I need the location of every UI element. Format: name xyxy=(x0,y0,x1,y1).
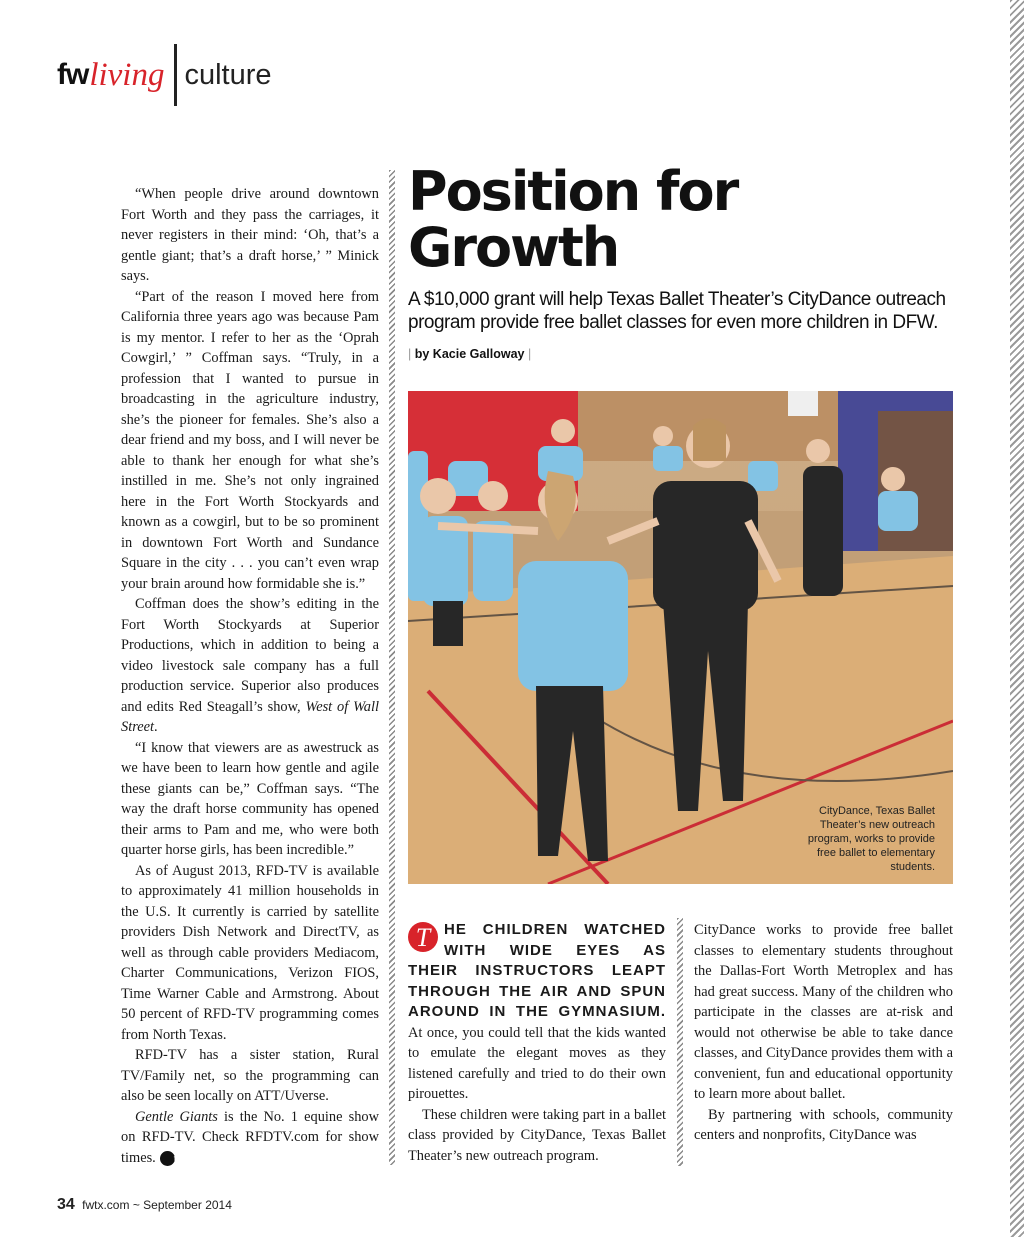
section-masthead xyxy=(57,44,272,106)
masthead-section: culture xyxy=(184,58,272,91)
middle-column xyxy=(408,920,666,1166)
column-divider xyxy=(677,918,683,1166)
paragraph: “Part of the reason I moved here from California three years ago was because Pam is my mentor. I refer to her as the ‘Oprah Cowgirl,’ ” Coffman says. “Truly, in a profession that I wanted to pursue in broadcasting in the agriculture industry, she’s the pioneer for females. She’s also a dear friend and my boss, and I will never be able to thank her enough for what she’s instilled in me. She’s not only ingrained here in the Fort Worth Stockyards and known as a cowgirl, but to be so prominent in downtown Fort Worth and Sundance Square in the city . . . you can’t even wrap your brain around how formidable she is.” xyxy=(121,288,379,592)
column-divider xyxy=(389,170,395,1165)
show-title: West of Wall Street xyxy=(121,698,379,735)
byline: | by Kacie Galloway | xyxy=(408,347,532,361)
lead-in: HE CHILDREN WATCHED WITH WIDE EYES AS THEIR INSTRUCTORS LEAPT THROUGH THE AIR AND SPUN AROUND IN THE GYMNASIUM. xyxy=(408,921,666,1020)
lead-paragraph: T HE CHILDREN WATCHED WITH WIDE EYES AS THEIR INSTRUCTORS LEAPT THROUGH THE AIR AND SPUN AROUND IN THE GYMNASIUM. At once, you could tell that the kids wanted to emulate the elegant moves as they listened carefully and tried to do their own pirouettes. xyxy=(408,921,666,1102)
paragraph: Gentle Giants is the No. 1 equine show on RFD-TV. Check RFDTV.com for show times. fw xyxy=(121,1108,379,1166)
show-title: Gentle Giants xyxy=(135,1108,218,1125)
article-photo xyxy=(408,391,953,884)
left-column xyxy=(121,184,379,1168)
paragraph: CityDance works to provide free ballet classes to elementary students throughout the Dallas-Fort Worth Metroplex and has had great success. Many of the children who participate in the classes are at-risk and would not otherwise be able to take dance classes, and CityDance provides them with a convenient, fun and educational opportunity to learn more about ballet. xyxy=(694,922,953,1102)
article-title: Position for Growth xyxy=(408,160,738,279)
paragraph: By partnering with schools, community centers and nonprofits, CityDance was xyxy=(694,1106,953,1143)
paragraph: Coffman does the show’s editing in the Fort Worth Stockyards at Superior Productions, which in addition to being a video livestock sale company has a full production service. Superior also produces and edits Red Steagall’s show, West of Wall Street. xyxy=(121,596,379,735)
paragraph: “I know that viewers are as awestruck as we have been to learn how gentle and agile these giants can be,” Coffman says. “The way the draft horse community has opened their arms to Pam and me, who were both quarter horse girls, has been incredible.” xyxy=(121,739,379,858)
paragraph: As of August 2013, RFD-TV is available to approximately 41 million households in the U.S. It currently is carried by satellite providers Dish Network and DirectTV, as well as through cable providers Mediacom, Charter Communications, Verizon FIOS, Time Warner Cable and Armstrong. About 50 percent of RFD-TV programming comes from North Texas. xyxy=(121,862,379,1043)
page-footer xyxy=(57,1196,232,1214)
byline-author: by Kacie Galloway xyxy=(414,347,525,361)
photo-caption: CityDance, Texas Ballet Theater’s new outreach program, works to provide free ballet to elementary students. xyxy=(807,805,935,873)
page-number: 34 xyxy=(57,1196,75,1213)
paragraph: RFD-TV has a sister station, Rural TV/Family net, so the programming can also be seen locally on ATT/Uverse. xyxy=(121,1047,379,1104)
footer-text: fwtx.com ~ September 2014 xyxy=(82,1198,232,1212)
masthead-divider xyxy=(174,44,177,106)
masthead-living: living xyxy=(89,56,165,93)
drop-cap: T xyxy=(408,922,438,952)
page-edge-hatch xyxy=(1010,0,1024,1237)
right-column xyxy=(694,920,953,1146)
masthead-fw: fw xyxy=(57,58,89,91)
article-deck: A $10,000 grant will help Texas Ballet Theater’s CityDance outreach program provide free ballet classes for even more children in DFW. xyxy=(408,289,946,333)
paragraph: These children were taking part in a ballet class provided by CityDance, Texas Ballet Theater’s new outreach program. xyxy=(408,1106,666,1164)
paragraph: “When people drive around downtown Fort Worth and they pass the carriages, it never registers in their mind: ‘Oh, that’s a gentle giant; that’s a draft horse,’ ” Minick says. xyxy=(121,186,379,284)
end-mark-icon: fw xyxy=(160,1151,175,1166)
